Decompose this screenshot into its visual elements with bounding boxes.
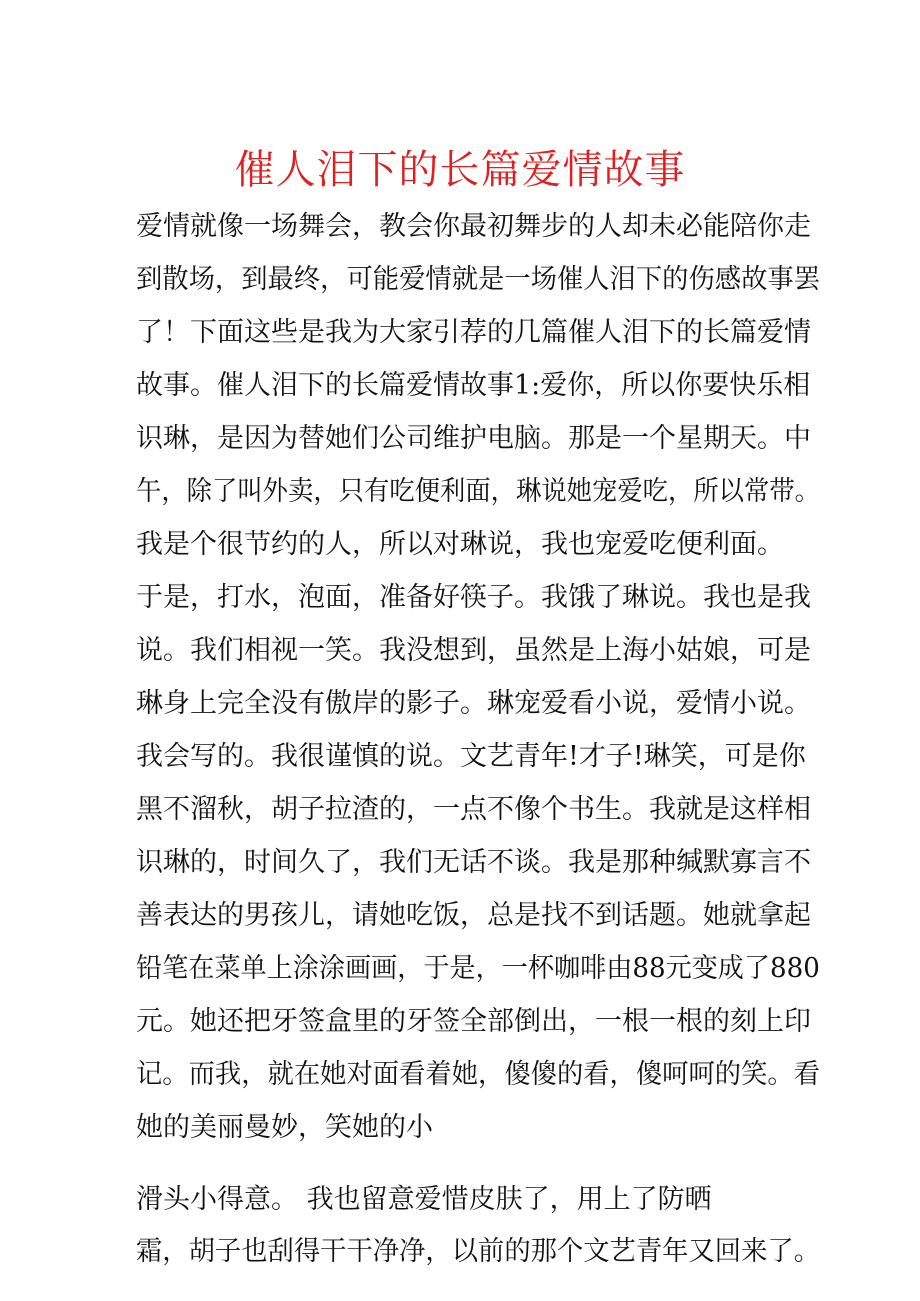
paragraph-line: 她的美丽曼妙，笑她的小 bbox=[136, 1112, 433, 1143]
document-title: 催人泪下的长篇爱情故事 bbox=[234, 147, 686, 193]
paragraph-line: 善表达的男孩儿，请她吃饭，总是找不到话题。她就拿起 bbox=[136, 900, 811, 931]
paragraph-line: 黑不溜秋，胡子拉渣的，一点不像个书生。我就是这样相 bbox=[136, 794, 811, 825]
paragraph-line: 到散场，到最终，可能爱情就是一场催人泪下的伤感故事罢 bbox=[136, 264, 821, 295]
paragraph-line: 铅笔在菜单上涂涂画画，于是，一杯咖啡由88元变成了880 bbox=[136, 953, 820, 984]
paragraph-line: 识琳的，时间久了，我们无话不谈。我是那种缄默寡言不 bbox=[136, 847, 811, 878]
paragraph-line: 我会写的。我很谨慎的说。文艺青年!才子!琳笑，可是你 bbox=[136, 741, 806, 772]
paragraph-line: 于是，打水，泡面，准备好筷子。我饿了琳说。我也是我 bbox=[136, 582, 811, 613]
paragraph-line: 说。我们相视一笑。我没想到，虽然是上海小姑娘，可是 bbox=[136, 635, 811, 666]
paragraph-line: 我是个很节约的人，所以对琳说，我也宠爱吃便利面。 bbox=[136, 529, 784, 560]
paragraph-line: 霜，胡子也刮得干干净净，以前的那个文艺青年又回来了。 bbox=[136, 1236, 821, 1267]
paragraph-line: 元。她还把牙签盒里的牙签全部倒出，一根一根的刻上印 bbox=[136, 1006, 811, 1037]
paragraph-line: 记。而我，就在她对面看着她，傻傻的看，傻呵呵的笑。看 bbox=[136, 1059, 821, 1090]
paragraph-line: 故事。催人泪下的长篇爱情故事1:爱你，所以你要快乐相 bbox=[136, 370, 811, 401]
paragraph-line: 滑头小得意。 我也留意爱惜皮肤了，用上了防晒 bbox=[136, 1184, 712, 1215]
paragraph-line: 午，除了叫外卖，只有吃便利面，琳说她宠爱吃，所以常带。 bbox=[136, 476, 821, 507]
paragraph-line: 爱情就像一场舞会，教会你最初舞步的人却未必能陪你走 bbox=[136, 211, 811, 242]
paragraph-line: 琳身上完全没有傲岸的影子。琳宠爱看小说，爱情小说。 bbox=[136, 688, 811, 719]
paragraph-line: 了！下面这些是我为大家引荐的几篇催人泪下的长篇爱情 bbox=[136, 317, 811, 348]
paragraph-line: 识琳，是因为替她们公司维护电脑。那是一个星期天。中 bbox=[136, 423, 811, 454]
